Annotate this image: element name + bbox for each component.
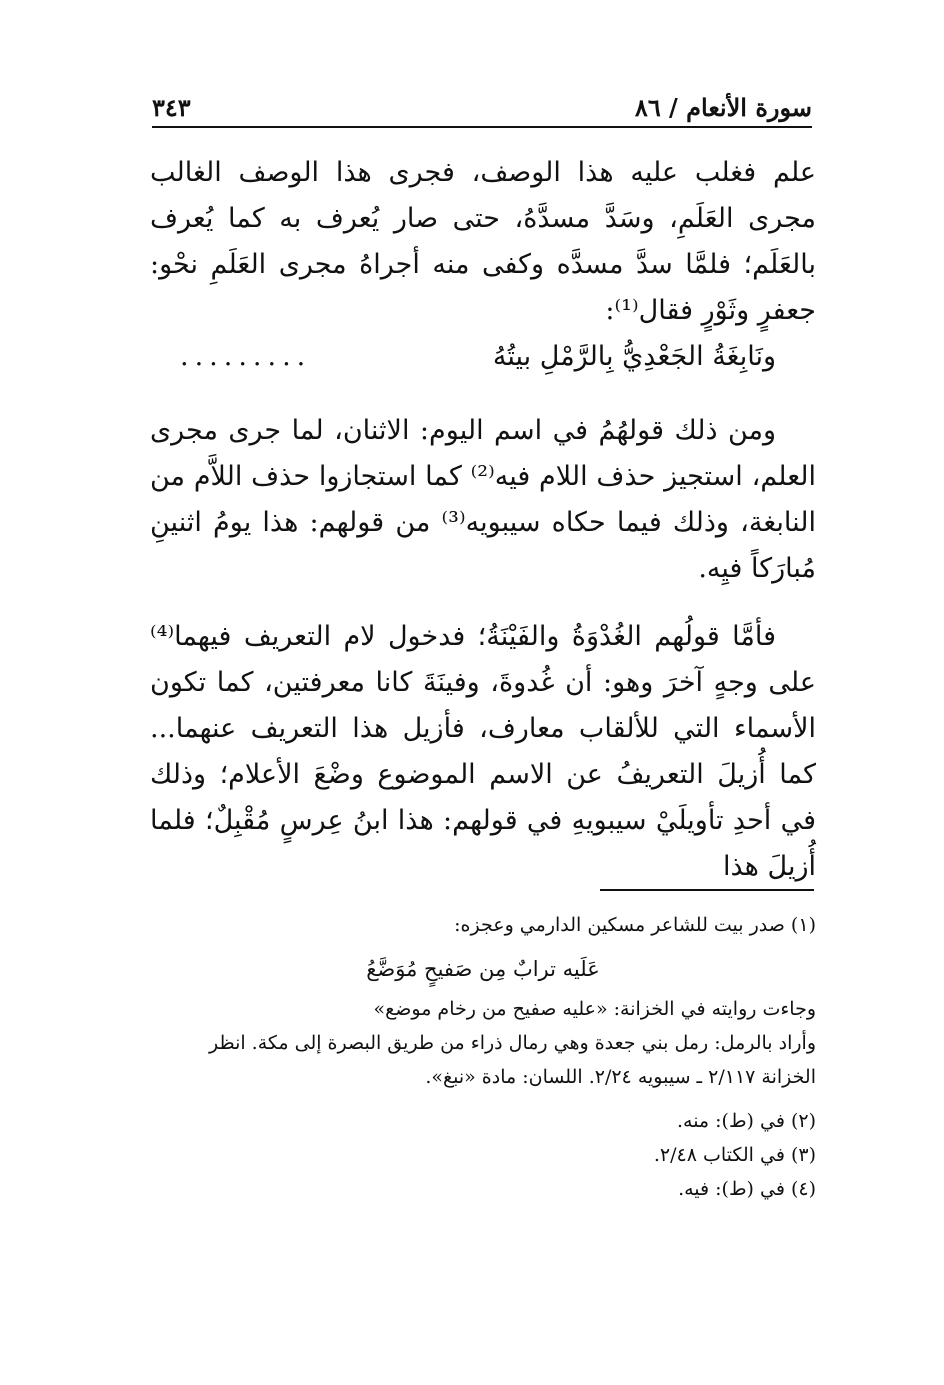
footnote-gap bbox=[150, 1094, 816, 1104]
footnote-separator bbox=[600, 889, 814, 891]
poem-verse bbox=[150, 334, 816, 380]
paragraph-2: ومن ذلك قولهُمُ في اسم اليوم: الاثنان، لما جرى مجرى العلم، استجيز حذف اللام فيه⁽²⁾ كما استجازوا حذف اللاَّم من النابغة، وذلك فيما حكاه سيبويه⁽³⁾ من قولهم: هذا يومُ اثنينِ مُبارَكاً فيِه. bbox=[150, 415, 817, 584]
page-number: ٣٤٣ bbox=[152, 93, 191, 122]
footnote-1-intro: (١) صدر بيت للشاعر مسكين الدارمي وعجزه: bbox=[454, 914, 816, 936]
footnote-2: (٢) في (ط): منه. bbox=[676, 1110, 816, 1132]
footnote-1-verse: عَلَيه ترابٌ مِن صَفيحٍ مُوَضَّعُ bbox=[366, 957, 600, 981]
page-header bbox=[152, 86, 812, 128]
verse-first-hemistich: ونَابِغَةُ الجَعْدِيُّ بِالرَّمْلِ بيتُهُ bbox=[492, 341, 776, 372]
verse-omission-dots: ......... bbox=[180, 341, 312, 372]
footnote-3: (٣) في الكتاب ٢/٤٨. bbox=[653, 1144, 816, 1166]
footnote-1-narration: وجاءت روايته في الخزانة: «عليه صفيح من رخام موضع» bbox=[373, 998, 816, 1020]
paragraph-1: علم فغلب عليه هذا الوصف، فجرى هذا الوصف الغالب مجرى العَلَمِ، وسَدَّ مسدَّهُ، حتى صار يُعرف به كما يُعرف بالعَلَم؛ فلمَّا سدَّ مسدَّه وكفى منه أجراهُ مجرى العَلَمِ نحْو: جعفرٍ وثَوْرٍ فقال⁽¹⁾: bbox=[150, 157, 816, 326]
main-text bbox=[150, 150, 816, 890]
footnote-4: (٤) في (ط): فيه. bbox=[678, 1178, 816, 1200]
footnotes bbox=[150, 908, 816, 1206]
footnote-1-explanation: وأراد بالرمل: رمل بني جعدة وهي رمال ذراء من طريق البصرة إلى مكة. انظر الخزانة ٢/١١٧ ـ سيبويه ٢/٢٤. اللسان: مادة «نبغ». bbox=[209, 1032, 816, 1088]
paragraph-gap bbox=[150, 592, 816, 614]
paragraph-3: فأمَّا قولُهم الغُدْوَةُ والفَيْنَةُ؛ فدخول لام التعريف فيهما⁽⁴⁾ على وجهٍ آخرَ وهو: أن غُدوةَ، وفينَةَ كانا معرفتين، كما تكون الأسماء التي للألقاب معارف، فأزيل هذا التعريف عنهما... كما أُزيلَ التعريفُ عن الاسم الموضوع وضْعَ الأعلام؛ وذلك في أحدِ تأويلَيْ سيبويهِ في قولهم: هذا ابنُ عِرسٍ مُقْبِلٌ؛ فلما أُزيلَ هذا bbox=[150, 621, 816, 882]
surah-title: سورة الأنعام / ٨٦ bbox=[634, 93, 812, 122]
